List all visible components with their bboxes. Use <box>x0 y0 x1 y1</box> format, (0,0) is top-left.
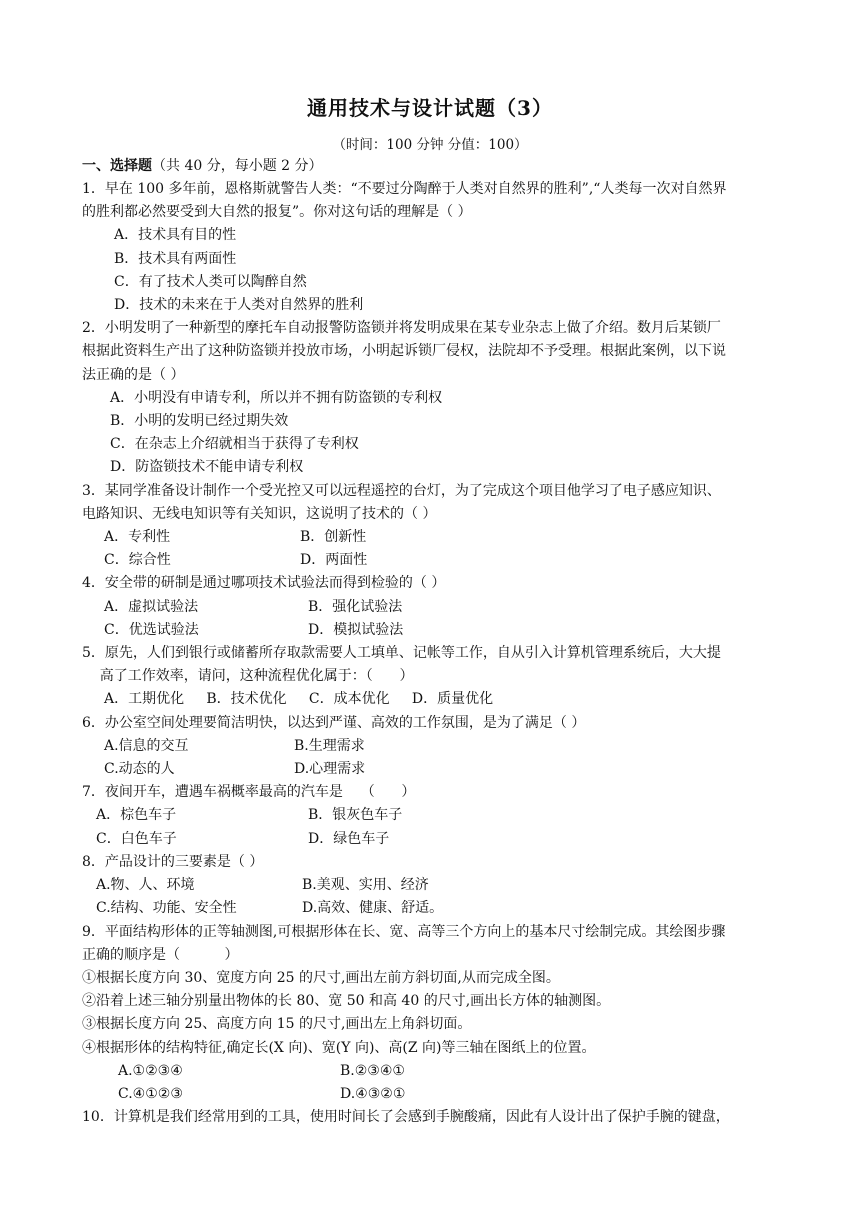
option: A．技术具有目的性 <box>114 227 237 244</box>
question-stem-line: 3．某同学准备设计制作一个受光控又可以远程遥控的台灯，为了完成这个项目他学习了电子感应知识、 <box>82 482 721 499</box>
option: C．综合性 <box>104 552 171 569</box>
option-row: A．工期优化 B．技术优化 C．成本优化 D．质量优化 <box>104 691 494 708</box>
question-step: ①根据长度方向 30、宽度方向 25 的尺寸,画出左前方斜切面,从而完成全图。 <box>82 969 560 986</box>
option: C.动态的人 <box>104 761 175 778</box>
option-row <box>82 1060 782 1083</box>
option: B．小明的发明已经过期失效 <box>110 413 289 430</box>
option-row <box>82 804 782 827</box>
question-4 <box>82 572 782 642</box>
option-row <box>82 526 782 549</box>
option: D．技术的未来在于人类对自然界的胜利 <box>114 297 364 314</box>
option: D.高效、健康、舒适。 <box>302 900 444 917</box>
question-stem-line: 10．计算机是我们经常用到的工具，使用时间长了会感到手腕酸痛，因此有人设计出了保护手腕的键盘， <box>82 1109 730 1126</box>
question-stem-line: 的胜利都必然要受到大自然的报复”。你对这句话的理解是（ ） <box>82 204 472 221</box>
question-9 <box>82 921 782 1107</box>
option-row <box>82 735 782 758</box>
page-title: 通用技术与设计试题（3） <box>307 96 553 120</box>
option: B．技术具有两面性 <box>114 250 237 267</box>
option: D.④③②① <box>340 1085 406 1102</box>
section-note: （共 40 分，每小题 2 分） <box>152 158 323 174</box>
question-5 <box>82 642 782 712</box>
option-row <box>82 619 782 642</box>
question-stem-line: 根据此资料生产出了这种防盗锁并投放市场，小明起诉锁厂侵权，法院却不予受理。根据此案例，以下说 <box>82 343 726 360</box>
option: D．防盗锁技术不能申请专利权 <box>110 459 304 476</box>
option: C.结构、功能、安全性 <box>96 900 237 917</box>
question-stem-line: 6．办公室空间处理要简洁明快，以达到严谨、高效的工作氛围，是为了满足（ ） <box>82 714 586 731</box>
question-stem-line: 5．原先，人们到银行或储蓄所存取款需要人工填单、记帐等工作，自从引入计算机管理系统后，大大提 <box>82 645 721 662</box>
question-10 <box>82 1106 782 1129</box>
questions-list <box>82 178 782 1129</box>
option: C．白色车子 <box>96 830 177 847</box>
question-stem-line: 4．安全带的研制是通过哪项技术试验法而得到检验的（ ） <box>82 575 446 592</box>
option: A.①②③④ <box>118 1062 183 1079</box>
option-row <box>82 874 782 897</box>
option-row <box>82 1083 782 1106</box>
option: A.物、人、环境 <box>96 877 195 894</box>
option: B．银灰色车子 <box>308 807 403 824</box>
option-row <box>82 549 782 572</box>
question-stem-line: 电路知识、无线电知识等有关知识，这说明了技术的（ ） <box>82 505 437 522</box>
question-6 <box>82 712 782 782</box>
option: A.信息的交互 <box>104 737 189 754</box>
question-stem-line: 7．夜间开车，遭遇车祸概率最高的汽车是 （ ） <box>82 784 416 801</box>
option: C．优选试验法 <box>104 621 199 638</box>
question-step: ③根据长度方向 25、高度方向 15 的尺寸,画出左上角斜切面。 <box>82 1016 472 1033</box>
option-row <box>82 828 782 851</box>
option: C．有了技术人类可以陶醉自然 <box>114 273 307 290</box>
option: B.②③④① <box>340 1062 405 1079</box>
option-row <box>82 897 782 920</box>
question-stem-line: 9．平面结构形体的正等轴测图,可根据形体在长、宽、高等三个方向上的基本尺寸绘制完成。其绘图步骤 <box>82 923 726 940</box>
option: D．绿色车子 <box>308 830 390 847</box>
option: B．创新性 <box>300 529 367 546</box>
question-8 <box>82 851 782 921</box>
option-row <box>82 758 782 781</box>
question-1 <box>82 178 782 317</box>
question-3 <box>82 480 782 573</box>
question-stem-line: 高了工作效率，请问，这种流程优化属于：（ ） <box>82 668 414 685</box>
option: D．模拟试验法 <box>308 621 404 638</box>
question-stem-line: 2．小明发明了一种新型的摩托车自动报警防盗锁并将发明成果在某专业杂志上做了介绍。数月后某锁厂 <box>82 320 721 337</box>
option: B.生理需求 <box>294 737 365 754</box>
question-7 <box>82 781 782 851</box>
section-heading <box>82 155 323 175</box>
option: A．小明没有申请专利，所以并不拥有防盗锁的专利权 <box>110 389 443 406</box>
section-title: 一、选择题 <box>82 158 152 174</box>
option: B．强化试验法 <box>308 598 403 615</box>
option: A．虚拟试验法 <box>104 598 199 615</box>
option: D.心理需求 <box>294 761 366 778</box>
option: C．在杂志上介绍就相当于获得了专利权 <box>110 436 359 453</box>
question-step: ②沿着上述三轴分别量出物体的长 80、宽 50 和高 40 的尺寸,画出长方体的轴测图。 <box>82 993 611 1010</box>
question-stem-line: 8．产品设计的三要素是（ ） <box>82 853 264 870</box>
question-stem-line: 1．早在 100 多年前，恩格斯就警告人类：“不要过分陶醉于人类对自然界的胜利”,“人类每一次对自然界 <box>82 181 727 197</box>
question-stem-line: 法正确的是（ ） <box>82 366 185 383</box>
question-2 <box>82 317 782 479</box>
option-row <box>82 596 782 619</box>
option: A．棕色车子 <box>96 807 177 824</box>
question-stem-line: 正确的顺序是（ ） <box>82 946 239 963</box>
option: B.美观、实用、经济 <box>302 877 429 894</box>
option: D．两面性 <box>300 552 368 569</box>
option: C.④①②③ <box>118 1085 183 1102</box>
option: A．专利性 <box>104 529 171 546</box>
exam-info: （时间：100 分钟 分值：100） <box>332 137 528 153</box>
question-step: ④根据形体的结构特征,确定长(X 向)、宽(Y 向)、高(Z 向)等三轴在图纸上的位置。 <box>82 1039 596 1056</box>
